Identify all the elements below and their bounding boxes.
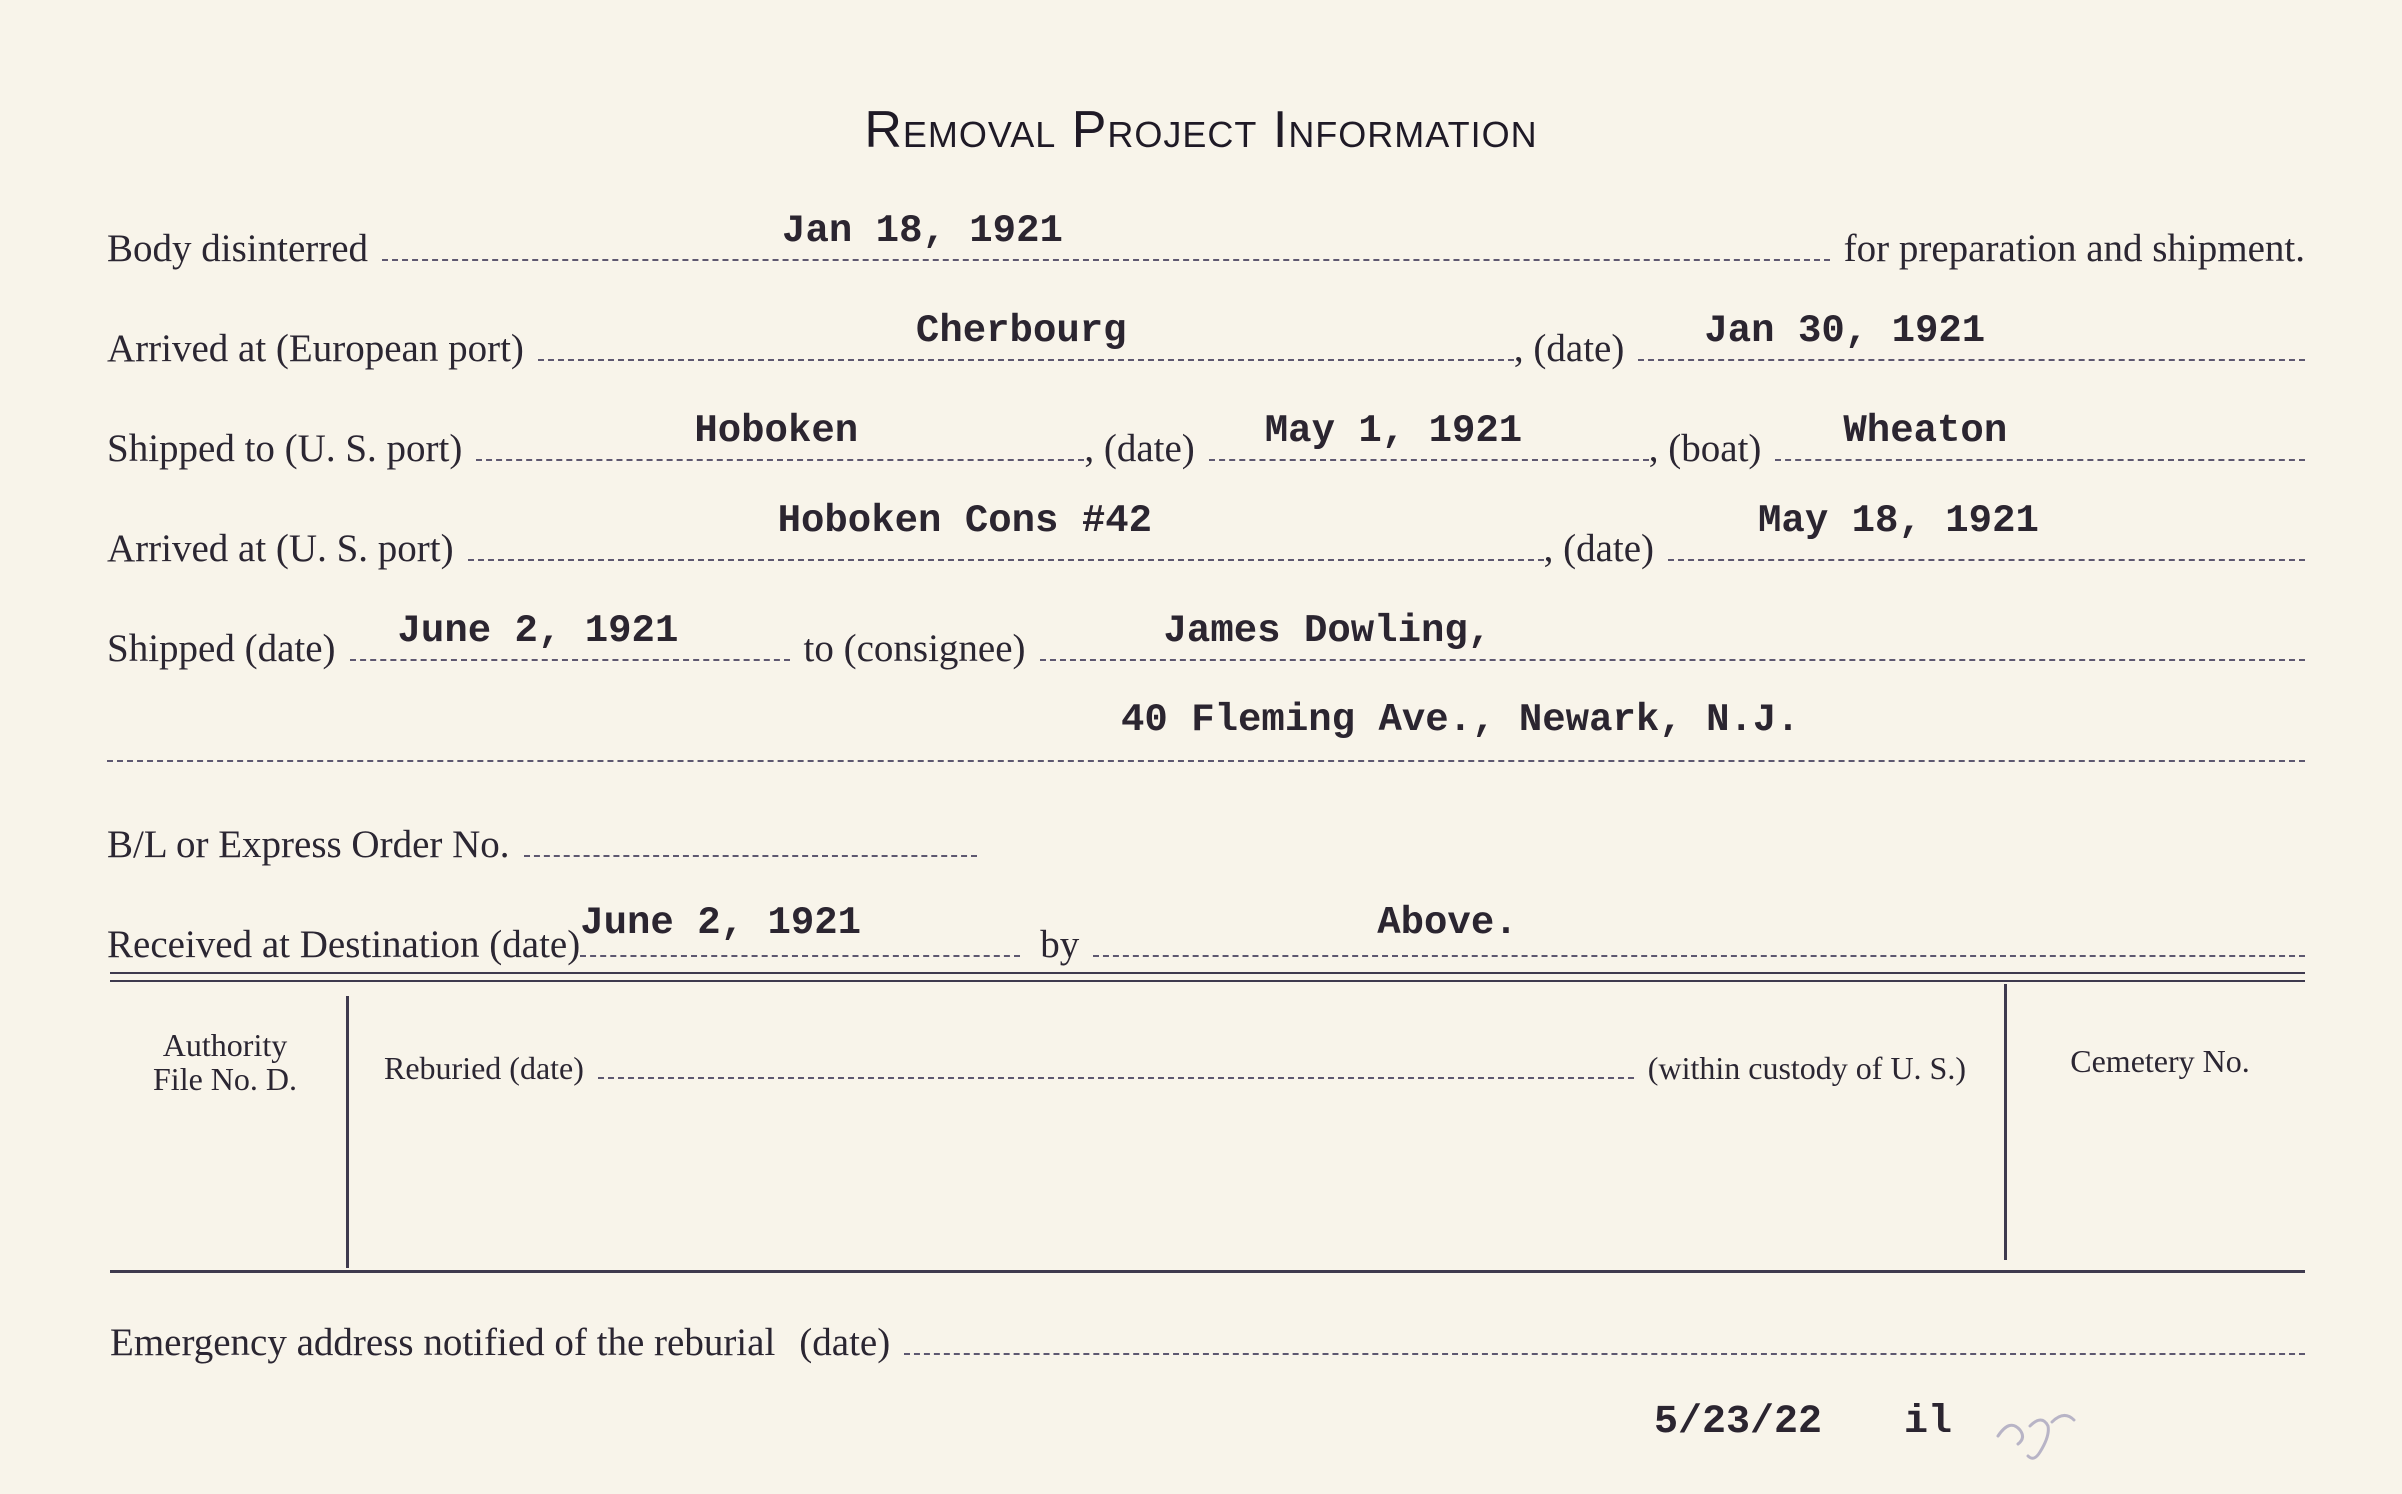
shipped-us-date-label: , (date) xyxy=(1084,427,1195,470)
body-disinterred-suffix: for preparation and shipment. xyxy=(1843,227,2305,270)
reburied-field[interactable] xyxy=(598,1077,1634,1079)
form-title: Removal Project Information xyxy=(864,101,1538,159)
european-date-label: , (date) xyxy=(1513,327,1625,370)
european-date-field[interactable] xyxy=(1638,309,2305,361)
row-address xyxy=(107,698,2305,760)
address-field[interactable] xyxy=(107,698,2305,762)
row-reburied xyxy=(384,1050,1966,1087)
received-date-value: June 2, 1921 xyxy=(580,901,862,945)
shipped-date-label: Shipped (date) xyxy=(107,627,336,670)
received-date-field[interactable] xyxy=(580,901,1020,957)
european-date-value: Jan 30, 1921 xyxy=(1704,309,1986,353)
row-shipped-us xyxy=(107,409,2305,471)
arrived-us-date-field[interactable] xyxy=(1668,499,2305,561)
us-port-field[interactable] xyxy=(476,409,1084,461)
consignee-value: James Dowling, xyxy=(1163,609,1492,653)
box-divider-left xyxy=(346,996,349,1268)
pencil-initials-mark xyxy=(1990,1396,2090,1466)
consignee-label: to (consignee) xyxy=(803,627,1026,670)
received-label: Received at Destination (date) xyxy=(107,923,581,966)
received-by-field[interactable] xyxy=(1093,901,2305,957)
row-shipped xyxy=(107,609,2305,671)
row-received xyxy=(107,901,2305,967)
box-top-rule xyxy=(110,972,2305,974)
row-arrived-european xyxy=(107,309,2305,371)
row-bl xyxy=(107,822,977,867)
boat-field[interactable] xyxy=(1775,409,2305,461)
footer-stamp-date: 5/23/22 xyxy=(1654,1400,1823,1445)
emergency-date-label: (date) xyxy=(799,1321,891,1364)
reburied-label: Reburied (date) xyxy=(384,1050,584,1086)
footer-stamp-initials: il xyxy=(1904,1400,1953,1445)
authority-line-2: File No. D. xyxy=(153,1061,297,1097)
european-port-value: Cherbourg xyxy=(915,309,1127,353)
box-divider-right xyxy=(2004,984,2007,1260)
authority-label xyxy=(120,1028,330,1096)
consignee-field[interactable] xyxy=(1040,609,2305,661)
bl-field[interactable] xyxy=(524,855,977,857)
shipped-us-date-value: May 1, 1921 xyxy=(1264,409,1523,453)
arrived-us-label: Arrived at (U. S. port) xyxy=(107,527,454,570)
row-body-disinterred xyxy=(107,209,2305,271)
arrived-us-port-field[interactable] xyxy=(468,499,1544,561)
received-by-label: by xyxy=(1040,923,1080,966)
address-value: 40 Fleming Ave., Newark, N.J. xyxy=(1121,698,1800,742)
shipped-date-field[interactable] xyxy=(350,609,790,661)
authority-line-1: Authority xyxy=(162,1027,288,1063)
custody-label: (within custody of U. S.) xyxy=(1647,1050,1966,1086)
body-disinterred-field[interactable] xyxy=(382,209,1830,261)
box-bottom-rule xyxy=(110,1270,2305,1273)
arrived-us-date-label: , (date) xyxy=(1543,527,1655,570)
body-disinterred-label: Body disinterred xyxy=(107,227,369,270)
received-by-value: Above. xyxy=(1377,901,1518,945)
boat-value: Wheaton xyxy=(1843,409,2008,453)
arrived-us-port-value: Hoboken Cons #42 xyxy=(777,499,1153,543)
box-top-rule-2 xyxy=(110,980,2305,982)
arrived-us-date-value: May 18, 1921 xyxy=(1758,499,2039,543)
us-port-value: Hoboken xyxy=(694,409,859,453)
cemetery-label: Cemetery No. xyxy=(2070,1043,2250,1079)
shipped-date-value: June 2, 1921 xyxy=(397,609,679,653)
row-arrived-us xyxy=(107,499,2305,571)
bl-label: B/L or Express Order No. xyxy=(107,823,510,866)
emergency-label: Emergency address notified of the reburial xyxy=(110,1321,776,1364)
european-port-field[interactable] xyxy=(538,309,1514,361)
shipped-us-label: Shipped to (U. S. port) xyxy=(107,427,463,470)
arrived-european-label: Arrived at (European port) xyxy=(107,327,524,370)
boat-label: , (boat) xyxy=(1648,427,1762,470)
body-disinterred-value: Jan 18, 1921 xyxy=(782,209,1063,253)
shipped-us-date-field[interactable] xyxy=(1209,409,1649,461)
emergency-field[interactable] xyxy=(904,1353,2305,1355)
row-emergency xyxy=(110,1320,2305,1365)
